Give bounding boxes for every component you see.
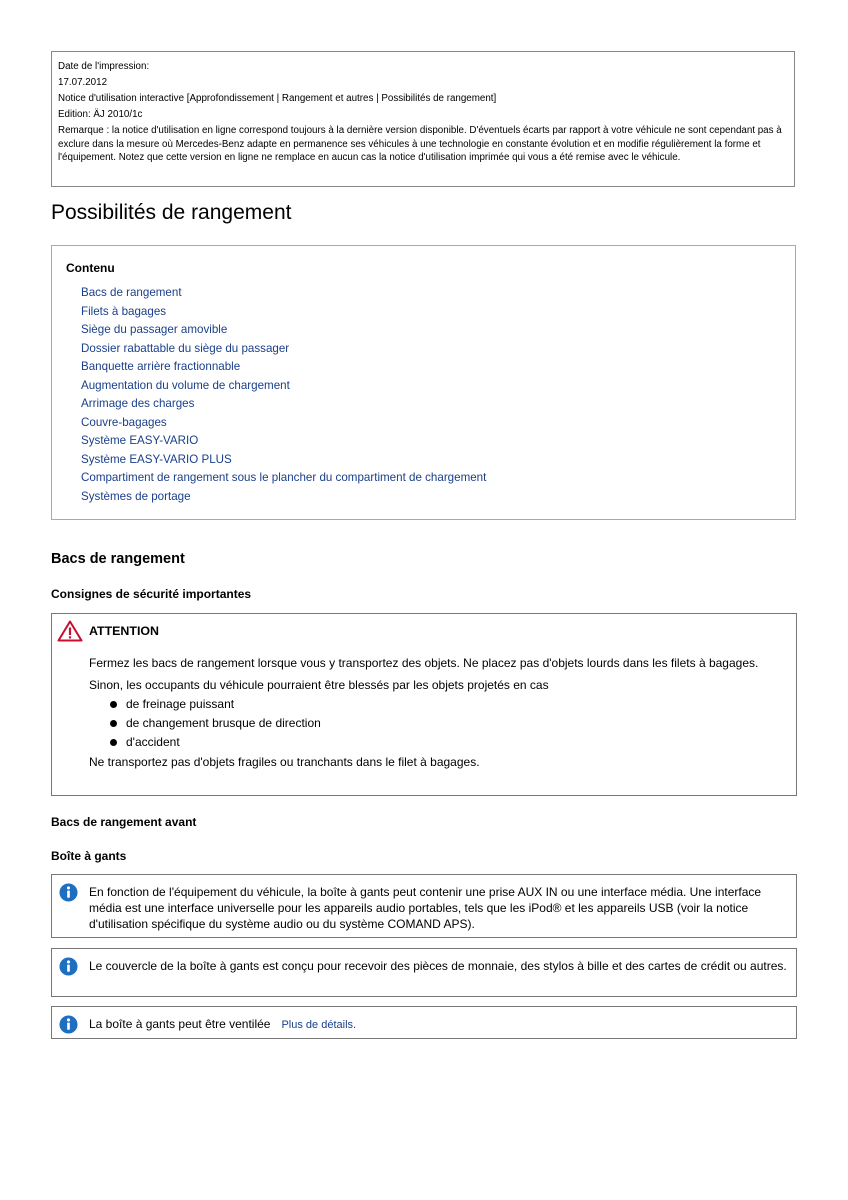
- info-box: [51, 948, 797, 997]
- list-item-text: d'accident: [126, 735, 180, 749]
- toc-link[interactable]: Bacs de rangement: [81, 286, 182, 299]
- warning-bullet-list: [89, 695, 789, 752]
- info-box: [51, 1006, 797, 1039]
- print-info-box: [51, 51, 795, 187]
- toc-box: [51, 245, 796, 520]
- section-title: Bacs de rangement: [51, 551, 185, 567]
- print-date-label: Date de l'impression:: [58, 61, 150, 72]
- bullet-icon: [110, 701, 117, 708]
- info-text-content: La boîte à gants peut être ventilée: [89, 1017, 271, 1031]
- bullet-icon: [110, 720, 117, 727]
- toc-link[interactable]: Filets à bagages: [81, 304, 167, 318]
- edition: Edition: ÄJ 2010/1c: [58, 109, 143, 120]
- toc-link[interactable]: Couvre-bagages: [81, 415, 167, 429]
- toc-link[interactable]: Système EASY-VARIO: [81, 434, 199, 448]
- more-details-link[interactable]: Plus de détails.: [281, 1019, 357, 1031]
- toc-heading: Contenu: [66, 261, 115, 275]
- safety-heading: Consignes de sécurité importantes: [51, 587, 252, 601]
- remark-text: Remarque : la notice d'utilisation en ligne correspond toujours à la dernière version disponible. D'éventuels écarts par rapport à votre véhicule ne sont cependant pas à exclure dans la mesure où Mercedes-Benz adapte en permanence ses véhicules à une technologie en constante évolution et en modifie régulièrement la forme et l'équipement. Notez que cette version en ligne ne remplace en aucun cas la notice d'utilisation imprimée qui vous a été remise avec le véhicule.: [58, 125, 782, 164]
- page-title: Possibilités de rangement: [51, 201, 292, 224]
- toc-list: [81, 284, 486, 507]
- front-storage-heading: Bacs de rangement avant: [51, 815, 197, 829]
- warning-title: ATTENTION: [89, 624, 159, 638]
- toc-link[interactable]: Arrimage des charges: [81, 397, 195, 411]
- warning-triangle-icon: [57, 620, 83, 642]
- toc-link[interactable]: Systèmes de portage: [81, 490, 191, 504]
- toc-link[interactable]: Augmentation du volume de chargement: [81, 378, 290, 392]
- toc-link[interactable]: Dossier rabattable du siège du passager: [81, 341, 290, 355]
- list-item-text: de freinage puissant: [126, 697, 235, 711]
- warning-paragraph: Sinon, les occupants du véhicule pourraient être blessés par les objets projetés en cas: [89, 678, 549, 692]
- glovebox-heading: Boîte à gants: [51, 849, 127, 863]
- list-item: [89, 733, 789, 752]
- list-item: [89, 714, 789, 733]
- bullet-icon: [110, 739, 117, 746]
- info-icon: [59, 1015, 78, 1034]
- info-icon: [59, 957, 78, 976]
- toc-link[interactable]: Compartiment de rangement sous le plancher du compartiment de chargement: [81, 471, 487, 485]
- warning-body: [89, 655, 789, 770]
- print-date: 17.07.2012: [58, 77, 108, 88]
- info-text: [89, 1016, 789, 1033]
- list-item-text: de changement brusque de direction: [126, 716, 321, 730]
- info-text: En fonction de l'équipement du véhicule, la boîte à gants peut contenir une prise AUX IN ou une interface média. Une interface média est une interface universelle pour les appareils audio portables, tels que les iPod® et les appareils USB (voir la notice d'utilisation spécifique du système audio ou du système COMAND APS).: [89, 885, 762, 931]
- info-box: [51, 874, 797, 938]
- info-text: Le couvercle de la boîte à gants est conçu pour recevoir des pièces de monnaie, des stylos à bille et des cartes de crédit ou autres.: [89, 959, 787, 973]
- toc-link[interactable]: Système EASY-VARIO PLUS: [81, 452, 232, 466]
- warning-box: [51, 613, 797, 796]
- info-icon: [59, 883, 78, 902]
- list-item: [89, 695, 789, 714]
- warning-paragraph: Fermez les bacs de rangement lorsque vous y transportez des objets. Ne placez pas d'objets lourds dans les filets à bagages.: [89, 656, 759, 670]
- toc-link[interactable]: Siège du passager amovible: [81, 323, 228, 337]
- warning-paragraph: Ne transportez pas d'objets fragiles ou tranchants dans le filet à bagages.: [89, 755, 480, 769]
- toc-link[interactable]: Banquette arrière fractionnable: [81, 360, 241, 374]
- breadcrumb: Notice d'utilisation interactive [Approfondissement | Rangement et autres | Possibilités de rangement]: [58, 93, 497, 104]
